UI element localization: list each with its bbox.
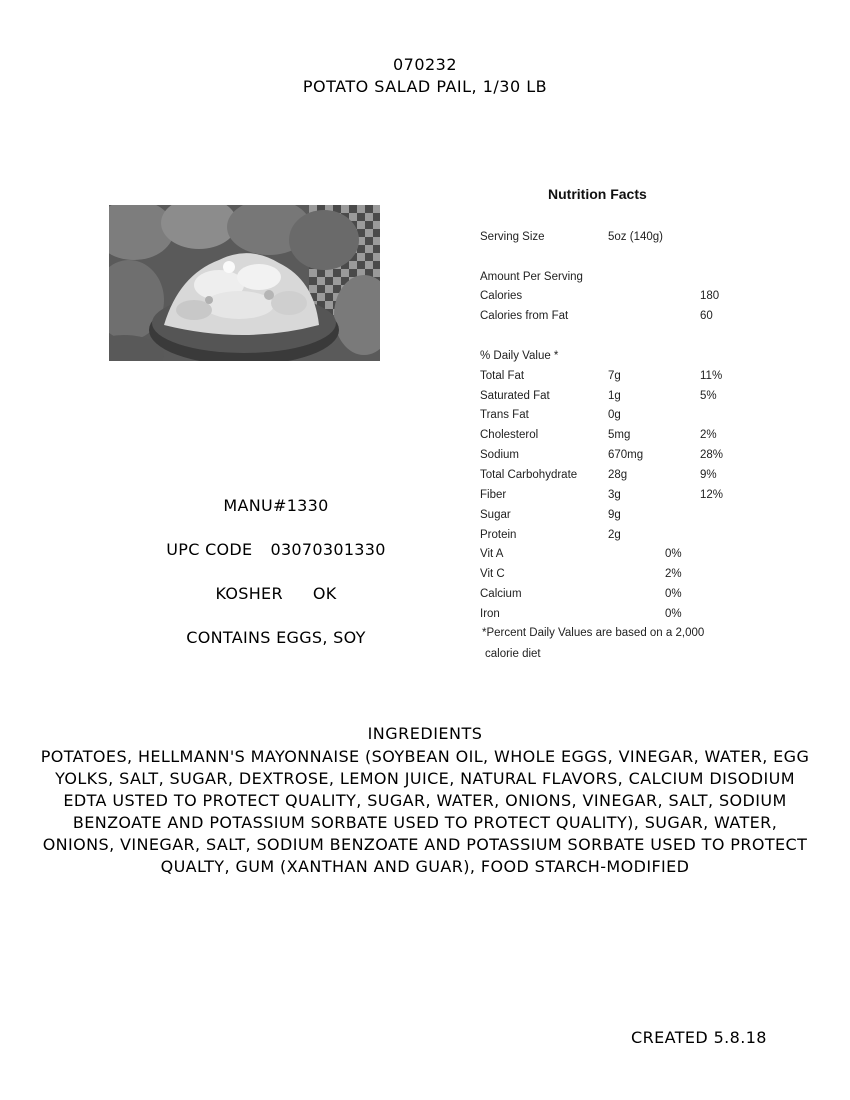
nutrient-amount: 0g xyxy=(608,409,621,421)
nutrient-row xyxy=(480,529,770,545)
vitamin-dv: 0% xyxy=(665,548,682,560)
vitamin-dv: 0% xyxy=(665,608,682,620)
nutrient-row xyxy=(480,469,770,485)
nutrient-name: Sodium xyxy=(480,449,519,461)
vitamin-row xyxy=(480,608,770,624)
kosher-line xyxy=(120,584,432,603)
daily-value-footnote-cont: calorie diet xyxy=(485,648,541,660)
nutrient-name: Fiber xyxy=(480,489,507,501)
vitamin-dv: 0% xyxy=(665,588,682,600)
nutrient-dv: 11% xyxy=(700,370,723,382)
calories-fat-label: Calories from Fat xyxy=(480,310,569,322)
nutrient-amount: 2g xyxy=(608,529,621,541)
upc-line xyxy=(120,540,432,559)
nutrient-row xyxy=(480,449,770,465)
nutrient-amount: 9g xyxy=(608,509,621,521)
nutrition-title: Nutrition Facts xyxy=(548,186,647,202)
calories-value: 180 xyxy=(700,290,720,302)
nutrient-amount: 7g xyxy=(608,370,621,382)
nutrient-amount: 1g xyxy=(608,390,621,402)
vitamin-name: Vit C xyxy=(480,568,505,580)
calories-fat-value: 60 xyxy=(700,310,713,322)
serving-label: Serving Size xyxy=(480,231,545,243)
nutrient-row xyxy=(480,409,770,425)
daily-value-header-row xyxy=(480,350,770,366)
nutrient-name: Sugar xyxy=(480,509,511,521)
upc-value: 03070301330 xyxy=(270,540,386,559)
upc-label: UPC CODE xyxy=(166,540,253,559)
product-title: POTATO SALAD PAIL, 1/30 LB xyxy=(302,77,548,96)
vitamin-dv: 2% xyxy=(665,568,682,580)
product-photo xyxy=(109,205,380,361)
nutrient-dv: 2% xyxy=(700,429,717,441)
daily-value-footnote: *Percent Daily Values are based on a 2,000 xyxy=(482,627,705,639)
nutrient-amount: 670mg xyxy=(608,449,644,461)
allergen-statement: CONTAINS EGGS, SOY xyxy=(186,628,366,647)
calories-row xyxy=(480,290,770,306)
nutrient-name: Total Carbohydrate xyxy=(480,469,578,481)
nutrient-dv: 5% xyxy=(700,390,717,402)
vitamin-row xyxy=(480,568,770,584)
nutrient-name: Saturated Fat xyxy=(480,390,550,402)
amount-per-serving-label: Amount Per Serving xyxy=(480,271,583,283)
calories-fat-row xyxy=(480,310,770,326)
daily-value-header: % Daily Value * xyxy=(480,350,559,362)
nutrient-row xyxy=(480,390,770,406)
ingredients-text: POTATOES, HELLMANN'S MAYONNAISE (SOYBEAN OIL, WHOLE EGGS, VINEGAR, WATER, EGG YOLKS, SALT, SUGAR, DEXTROSE, LEMON JUICE, NATURAL FLAVORS, CALCIUM DISODIUM EDTA USTED TO PROTECT QUALITY, SUGAR, WATER, ONIONS, VINEGAR, SALT, SODIUM BENZOATE AND POTASSIUM SORBATE USED TO PROTECT QUALITY), SUGAR, WATER, ONIONS, VINEGAR, SALT, SODIUM BENZOATE AND POTASSIUM SORBATE USED TO PROTECT QUALTY, GUM (XANTHAN AND GUAR), FOOD STARCH-MODIFIED xyxy=(40,747,810,876)
product-code: 070232 xyxy=(392,55,458,74)
vitamin-name: Calcium xyxy=(480,588,522,600)
nutrient-row xyxy=(480,370,770,386)
nutrient-amount: 3g xyxy=(608,489,621,501)
calories-label: Calories xyxy=(480,290,523,302)
kosher-label: KOSHER xyxy=(215,584,283,603)
vitamin-row xyxy=(480,588,770,604)
serving-size-row xyxy=(480,231,770,247)
manufacturer-number: MANU#1330 xyxy=(223,496,329,515)
nutrient-name: Protein xyxy=(480,529,517,541)
amount-per-serving xyxy=(480,271,770,287)
nutrient-row xyxy=(480,509,770,525)
nutrient-dv: 9% xyxy=(700,469,717,481)
nutrient-name: Trans Fat xyxy=(480,409,529,421)
vitamin-name: Vit A xyxy=(480,548,504,560)
nutrient-name: Cholesterol xyxy=(480,429,539,441)
created-date: CREATED 5.8.18 xyxy=(631,1028,767,1047)
nutrient-amount: 28g xyxy=(608,469,628,481)
vitamin-row xyxy=(480,548,770,564)
nutrient-dv: 28% xyxy=(700,449,724,461)
nutrient-dv: 12% xyxy=(700,489,724,501)
vitamin-name: Iron xyxy=(480,608,500,620)
kosher-value: OK xyxy=(312,584,337,603)
nutrient-amount: 5mg xyxy=(608,429,631,441)
serving-value: 5oz (140g) xyxy=(608,231,663,243)
nutrient-name: Total Fat xyxy=(480,370,525,382)
nutrient-row xyxy=(480,429,770,445)
nutrient-row xyxy=(480,489,770,505)
ingredients-heading: INGREDIENTS xyxy=(367,724,483,743)
